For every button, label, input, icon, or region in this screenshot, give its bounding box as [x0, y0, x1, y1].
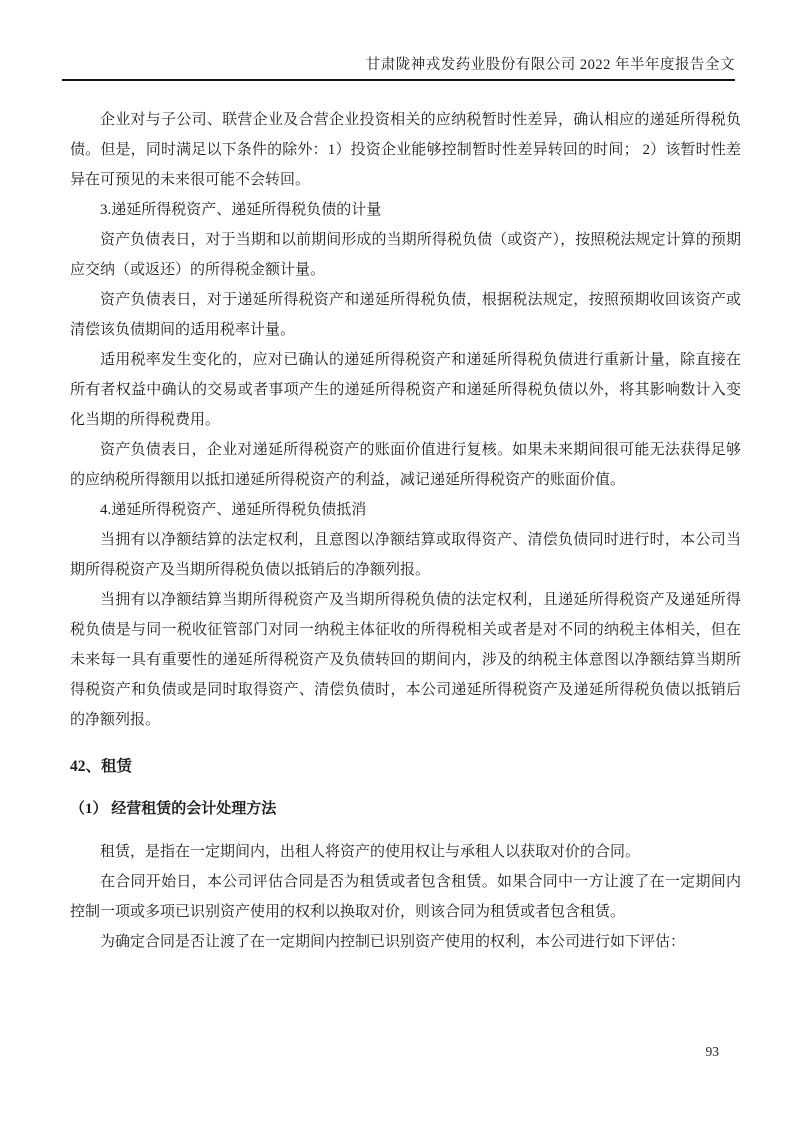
paragraph-lease-evaluation-intro: 为确定合同是否让渡了在一定期间内控制已识别资产使用的权利，本公司进行如下评估： — [100, 934, 686, 950]
section-heading-42-lease: 42、租赁 — [70, 758, 133, 775]
paragraph-lease-assessment-at-inception: 在合同开始日，本公司评估合同是否为租赁或者包含租赁。如果合同中一方让渡了在一定期间内控制一项或多项已识别资产使用的权利以换取对价，则该合同为租赁或者包含租赁。 — [70, 874, 741, 920]
paragraph-deferred-tax-liability-exceptions: 企业对与子公司、联营企业及合营企业投资相关的应纳税暂时性差异，确认相应的递延所得税负债。但是，同时满足以下条件的除外：1）投资企业能够控制暂时性差异转回的时间； 2）该暂时性差异在可预见的未来很可能不会转回。 — [70, 112, 741, 188]
subsection-heading-operating-lease-method: （1） 经营租赁的会计处理方法 — [70, 801, 277, 817]
paragraph-applicable-tax-rate: 资产负债表日，对于递延所得税资产和递延所得税负债，根据税法规定，按照预期收回该资产或清偿该负债期间的适用税率计量。 — [70, 292, 741, 338]
paragraph-net-settlement-current: 当拥有以净额结算的法定权利，且意图以净额结算或取得资产、清偿负债同时进行时，本公司当期所得税资产及当期所得税负债以抵销后的净额列报。 — [70, 532, 741, 578]
document-body — [0, 81, 793, 957]
subheading-deferred-tax-offset: 4.递延所得税资产、递延所得税负债抵消 — [100, 502, 367, 518]
paragraph-net-settlement-deferred: 当拥有以净额结算当期所得税资产及当期所得税负债的法定权利，且递延所得税资产及递延所得税负债是与同一税收征管部门对同一纳税主体征收的所得税相关或者是对不同的纳税主体相关，但在未来每一具有重要性的递延所得税资产及负债转回的期间内，涉及的纳税主体意图以净额结算当期所得税资产和负债或是同时取得资产、清偿负债时，本公司递延所得税资产及递延所得税负债以抵销后的净额列报。 — [70, 592, 741, 728]
paragraph-tax-rate-change: 适用税率发生变化的，应对已确认的递延所得税资产和递延所得税负债进行重新计量，除直接在所有者权益中确认的交易或者事项产生的递延所得税资产和递延所得税负债以外，将其影响数计入变化当期的所得税费用。 — [70, 352, 741, 428]
paragraph-current-tax-measurement: 资产负债表日，对于当期和以前期间形成的当期所得税负债（或资产），按照税法规定计算的预期应交纳（或返还）的所得税金额计量。 — [70, 232, 741, 278]
paragraph-carrying-value-review: 资产负债表日，企业对递延所得税资产的账面价值进行复核。如果未来期间很可能无法获得足够的应纳税所得额用以抵扣递延所得税资产的利益，减记递延所得税资产的账面价值。 — [70, 442, 741, 488]
page-number: 93 — [705, 1044, 719, 1059]
report-header-title: 甘肃陇神戎发药业股份有限公司 2022 年半年度报告全文 — [365, 57, 735, 73]
paragraph-lease-definition: 租赁，是指在一定期间内，出租人将资产的使用权让与承租人以获取对价的合同。 — [100, 844, 641, 860]
subheading-deferred-tax-measurement: 3.递延所得税资产、递延所得税负债的计量 — [100, 202, 382, 218]
page-header — [0, 0, 793, 81]
